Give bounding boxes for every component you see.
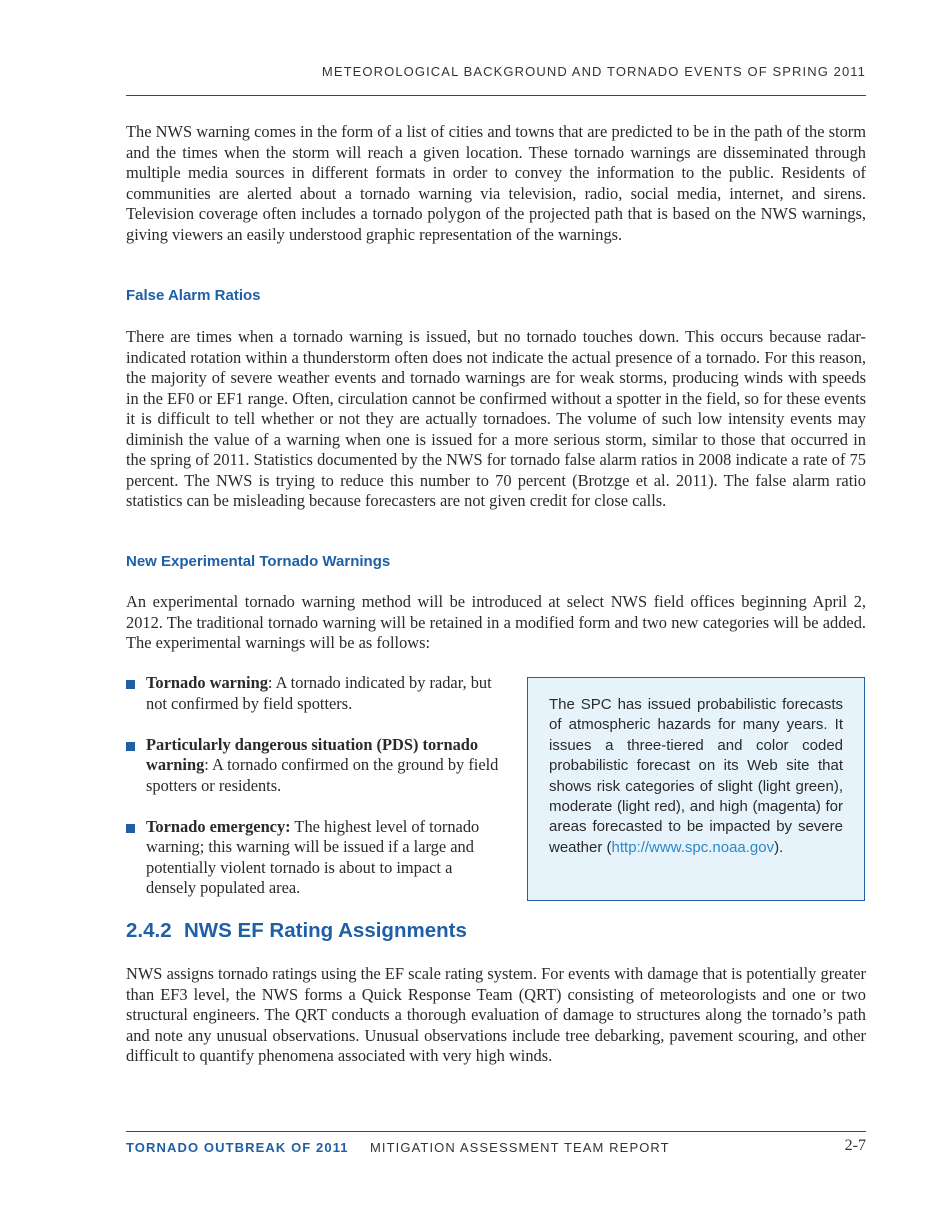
running-header: METEOROLOGICAL BACKGROUND AND TORNADO EVENTS OF SPRING 2011 xyxy=(321,64,866,79)
square-bullet-icon xyxy=(126,742,135,751)
bullet-term: Particularly dangerous situation (PDS) tornado warning xyxy=(146,734,479,774)
intro-paragraph: The NWS warning comes in the form of a list of cities and towns that are predicted to be in the path of the storm and the times when the storm will reach a given location. These tornado warnings are disseminated through multiple media sources in different formats in order to convey the information to the public. Residents of communities are alerted about a tornado warning via television, radio, social media, internet, and sirens. Television coverage often includes a tornado polygon of the projected path that is based on the NWS warnings, giving viewers an easily understood graphic representation of the warnings. xyxy=(126,122,866,244)
square-bullet-icon xyxy=(126,680,135,689)
ef-rating-paragraph: NWS assigns tornado ratings using the EF scale rating system. For events with damage that is potentially greater than EF3 level, the NWS forms a Quick Response Team (QRT) consisting of meteorologists and one or two structural engineers. The QRT conducts a thorough evaluation of damage to structures along the tornado’s path and note any unusual observations. Unusual observations include tree debarking, pavement scouring, and other difficult to quantify phenomena associated with very high winds. xyxy=(126,964,866,1065)
list-item xyxy=(126,817,506,899)
bullet-term: Tornado emergency: xyxy=(146,816,291,836)
footer-report-title: TORNADO OUTBREAK OF 2011 xyxy=(126,1140,349,1155)
list-item xyxy=(126,673,506,714)
footer-divider xyxy=(126,1131,866,1132)
section-title: NWS EF Rating Assignments xyxy=(184,919,467,942)
spc-website-link[interactable]: http://www.spc.noaa.gov xyxy=(611,838,775,856)
list-item xyxy=(126,735,506,797)
bullet-text: : A tornado confirmed on the ground by field spotters or residents. xyxy=(146,755,499,795)
section-number: 2.4.2 xyxy=(126,919,172,942)
warning-types-list xyxy=(126,673,506,919)
experimental-warnings-heading: New Experimental Tornado Warnings xyxy=(126,553,391,570)
false-alarm-paragraph: There are times when a tornado warning is issued, but no tornado touches down. This occurs because radar-indicated rotation within a thunderstorm often does not indicate the actual presence of a tornado. For this reason, the majority of severe weather events and tornado warnings are for weak storms, producing winds with speeds in the EF0 or EF1 range. Often, circulation cannot be confirmed without a spotter in the field, so for these events it is difficult to tell whether or not they are actually tornadoes. The volume of such low intensity events may diminish the value of a warning when one is issued for a more serious storm, similar to those that occurred in the spring of 2011. Statistics documented by the NWS for tornado false alarm ratios in 2008 indicate a rate of 75 percent. The NWS is trying to reduce this number to 70 percent (Brotzge et al. 2011). The false alarm ratio statistics can be misleading because forecasters are not given credit for close calls. xyxy=(126,327,866,510)
bullet-text: : A tornado indicated by radar, but not confirmed by field spotters. xyxy=(146,673,492,713)
spc-info-sidebox xyxy=(527,677,865,901)
footer-report-subtitle: MITIGATION ASSESSMENT TEAM REPORT xyxy=(370,1140,670,1155)
square-bullet-icon xyxy=(126,824,135,833)
header-divider xyxy=(126,95,866,96)
sidebox-text-end: ). xyxy=(774,838,784,856)
false-alarm-heading: False Alarm Ratios xyxy=(126,287,261,304)
bullet-text: The highest level of tornado warning; this warning will be issued if a large and potentially violent tornado is about to impact a densely populated area. xyxy=(146,816,480,897)
bullet-term: Tornado warning xyxy=(146,673,268,692)
sidebox-text: The SPC has issued probabilistic forecasts of atmospheric hazards for many years. It issues a three-tiered and color coded probabilistic forecast on its Web site that shows risk categories of slight (light green), moderate (light red), and high (magenta) for areas forecasted to be impacted by severe weather ( xyxy=(549,696,843,856)
section-heading xyxy=(126,919,467,943)
experimental-warnings-paragraph: An experimental tornado warning method will be introduced at select NWS field offices beginning April 2, 2012. The traditional tornado warning will be retained in a modified form and two new categories will be added. The experimental warnings will be as follows: xyxy=(126,592,866,652)
page-number: 2-7 xyxy=(844,1137,866,1154)
